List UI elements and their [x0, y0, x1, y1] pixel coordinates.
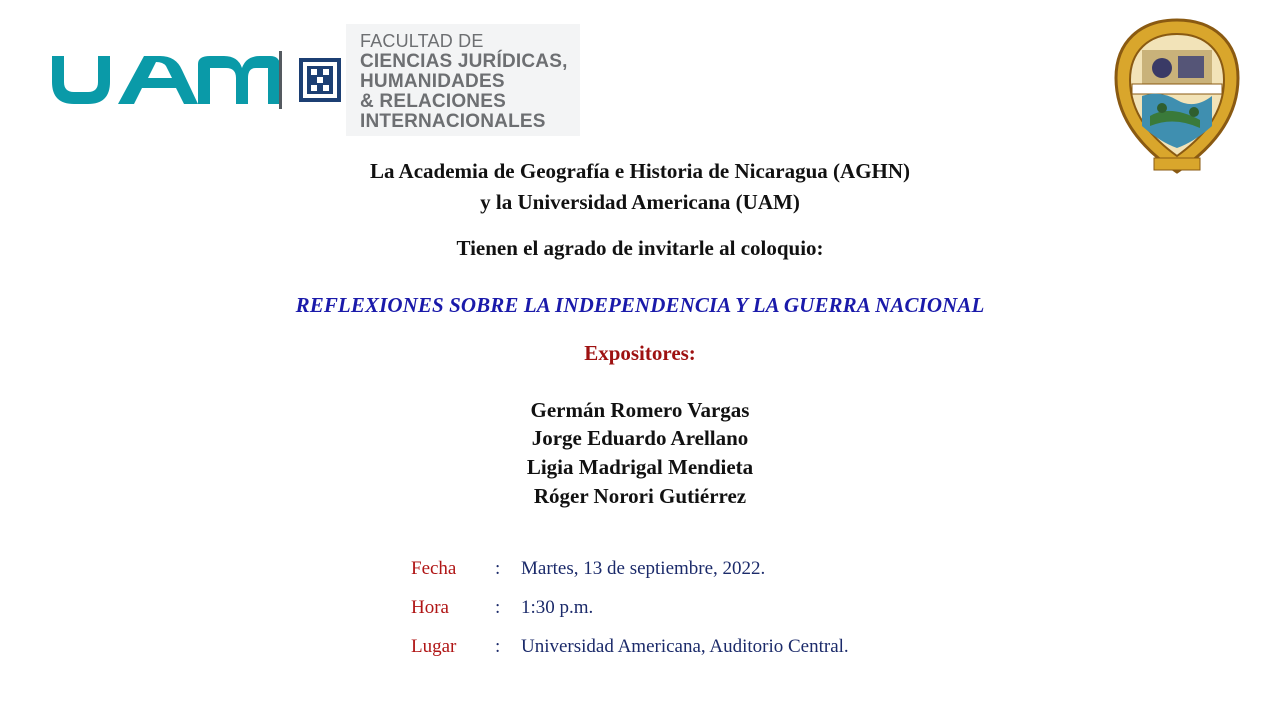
date-label: Fecha	[411, 558, 457, 579]
invite-line: Tienen el agrado de invitarle al coloquio:	[456, 236, 824, 260]
faculty-line: CIENCIAS JURÍDICAS,	[360, 51, 568, 72]
speaker-name: Róger Norori Gutiérrez	[533, 484, 747, 508]
faculty-line: FACULTAD DE	[360, 31, 484, 51]
place-value: Universidad Americana, Auditorio Central.	[521, 636, 849, 657]
faculty-line: & RELACIONES	[360, 91, 506, 112]
aghn-seal-icon	[1110, 16, 1244, 176]
speaker-name: Jorge Eduardo Arellano	[531, 426, 749, 450]
time-separator: :	[495, 597, 501, 618]
place-label: Lugar	[411, 636, 457, 657]
event-title: REFLEXIONES SOBRE LA INDEPENDENCIA Y LA GUERRA NACIONAL	[295, 293, 985, 317]
faculty-line: HUMANIDADES	[360, 71, 505, 92]
time-value: 1:30 p.m.	[521, 597, 594, 618]
faculty-emblem-icon	[299, 58, 341, 102]
speaker-name: Ligia Madrigal Mendieta	[526, 455, 754, 479]
speaker-name: Germán Romero Vargas	[530, 398, 750, 422]
organizers-line-2: y la Universidad Americana (UAM)	[480, 190, 800, 214]
logo-divider	[279, 51, 282, 109]
organizers-line-1: La Academia de Geografía e Historia de Nicaragua (AGHN)	[369, 159, 911, 183]
faculty-line: INTERNACIONALES	[360, 111, 546, 132]
speakers-label: Expositores:	[584, 341, 696, 365]
date-separator: :	[495, 558, 501, 579]
time-label: Hora	[411, 597, 449, 618]
date-value: Martes, 13 de septiembre, 2022.	[521, 558, 766, 579]
place-separator: :	[495, 636, 501, 657]
uam-logo	[48, 50, 288, 110]
